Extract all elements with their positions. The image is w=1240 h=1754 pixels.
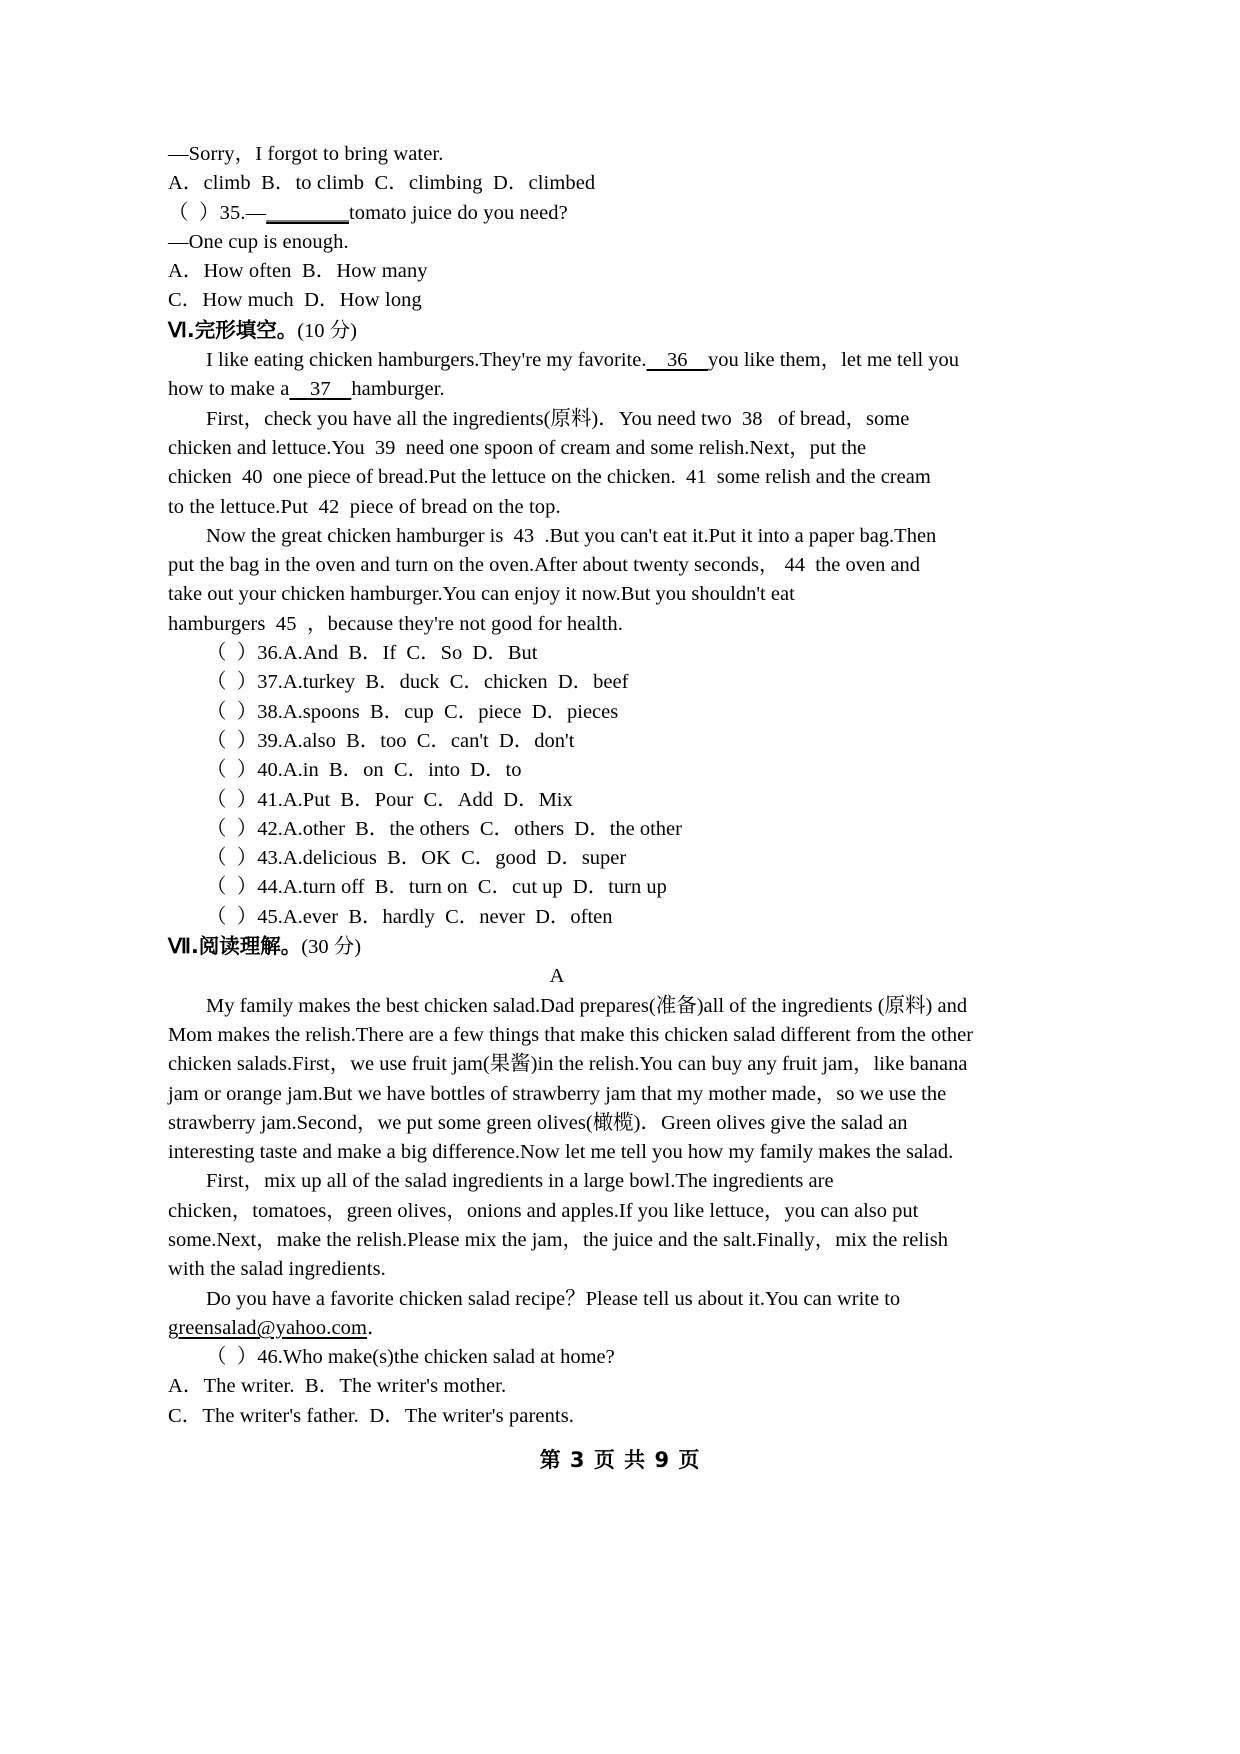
reading-p1-line2 — [168, 1021, 974, 1050]
reading-p1-line5-text: strawberry jam.Second，we put some green olives(橄榄)．Green olives give the salad an — [168, 1111, 908, 1134]
reading-p3-line1 — [168, 1285, 946, 1314]
cloze-p1-line1 — [168, 346, 960, 375]
page-content — [168, 140, 974, 1431]
cloze-question-45[interactable]: （ ）45.A.ever B．hardly C．never D．often — [206, 905, 613, 928]
reading-p1-line1 — [168, 992, 968, 1021]
section-vi-title: .完形填空。 — [186, 317, 298, 342]
cloze-blank-36[interactable]: 36 — [646, 349, 708, 372]
cloze-question-36[interactable]: （ ）36.A.And B．If C．So D．But — [206, 642, 538, 665]
section-vi-heading — [168, 316, 946, 346]
cloze-p2-line2-text: chicken and lettuce.You 39 need one spoon of cream and some relish.Next，put the — [168, 436, 867, 459]
q35-options-ab: A．How often B．How many — [168, 260, 428, 283]
reading-p3-line2 — [168, 1314, 946, 1343]
cloze-p3-line1-text: Now the great chicken hamburger is 43 .But you can't eat it.Put it into a paper bag.Then — [206, 524, 937, 547]
cloze-p1-line2-a: how to make a — [168, 378, 290, 401]
section-vii-numeral: Ⅶ — [168, 936, 191, 959]
cloze-p1-line2 — [168, 375, 946, 404]
cloze-p3-line2-text: put the bag in the oven and turn on the oven.After about twenty seconds， 44 the oven and — [168, 554, 921, 577]
cloze-p2-line3-text: chicken 40 one piece of bread.Put the lettuce on the chicken. 41 some relish and the cream — [168, 466, 931, 489]
contact-email-link[interactable]: greensalad@yahoo.com — [168, 1316, 368, 1339]
cloze-p2-line2 — [168, 434, 946, 463]
q35-options-cd: C．How much D．How long — [168, 289, 422, 312]
page-footer-text: 第 3 页 共 9 页 — [539, 1448, 701, 1472]
reading-p1-line6 — [168, 1138, 954, 1167]
cloze-blank-37[interactable]: 37 — [289, 378, 352, 401]
q35-prefix: （ ）35.— — [168, 201, 267, 224]
cloze-question-41[interactable]: （ ）41.A.Put B．Pour C．Add D．Mix — [206, 788, 573, 811]
reading-p2-line2-text: chicken，tomatoes，green olives，onions and apples.If you like lettuce，you can also put — [168, 1199, 919, 1222]
cloze-p3-line2 — [168, 551, 946, 580]
reading-p3-tail: ． — [367, 1316, 388, 1339]
cloze-question-39[interactable]: （ ）39.A.also B．too C．can't D．don't — [206, 729, 575, 752]
q35-stem — [168, 199, 946, 228]
cloze-p1-line1-b: you like them，let me tell you — [707, 349, 960, 372]
q34-options: A．climb B．to climb C．climbing D．climbed — [168, 172, 596, 195]
section-vii-heading — [168, 932, 946, 962]
reading-p1-line2-text: Mom makes the relish.There are a few things that make this chicken salad different from the other — [168, 1023, 974, 1046]
section-vi-numeral: Ⅵ — [168, 319, 187, 342]
reading-p1-line5 — [168, 1109, 946, 1138]
reading-p1-line3-text: chicken salads.First，we use fruit jam(果酱)in the relish.You can buy any fruit jam，like banana — [168, 1053, 968, 1076]
passage-label-a: A — [549, 965, 565, 988]
reading-p1-line6-text: interesting taste and make a big difference.Now let me tell you how my family makes the salad. — [168, 1141, 954, 1164]
reading-p2-line2 — [168, 1197, 946, 1226]
section-vi-points: (10 分) — [297, 319, 357, 342]
cloze-p3-line3-text: take out your chicken hamburger.You can enjoy it now.But you shouldn't eat — [168, 583, 795, 606]
cloze-p3-line1 — [168, 522, 946, 551]
q46-options-ab: A．The writer. B．The writer's mother. — [168, 1375, 507, 1398]
reading-p1-line1-text: My family makes the best chicken salad.Dad prepares(准备)all of the ingredients (原料) and — [206, 994, 968, 1017]
q34-dialogue-reply: —Sorry，I forgot to bring water. — [168, 143, 444, 165]
cloze-p2-line4: to the lettuce.Put 42 piece of bread on the top. — [168, 495, 561, 518]
q46-options-cd: C．The writer's father. D．The writer's parents. — [168, 1404, 575, 1427]
q35-blank[interactable]: ________ — [266, 201, 349, 224]
cloze-p3-line3 — [168, 580, 946, 609]
page-footer — [0, 1442, 1240, 1476]
reading-p1-line4-text: jam or orange jam.But we have bottles of strawberry jam that my mother made，so we use the — [168, 1082, 947, 1105]
q35-rest: tomato juice do you need? — [349, 201, 568, 224]
reading-p2-line3 — [168, 1226, 946, 1255]
cloze-question-38[interactable]: （ ）38.A.spoons B．cup C．piece D．pieces — [206, 700, 619, 723]
q35-reply: —One cup is enough. — [168, 230, 349, 253]
cloze-p1-line1-a: I like eating chicken hamburgers.They're my favorite. — [206, 349, 647, 372]
reading-p2-line3-text: some.Next，make the relish.Please mix the jam，the juice and the salt.Finally，mix the relish — [168, 1228, 948, 1251]
reading-question-46[interactable]: （ ）46.Who make(s)the chicken salad at home? — [206, 1346, 615, 1369]
cloze-question-43[interactable]: （ ）43.A.delicious B．OK C．good D．super — [206, 847, 627, 870]
cloze-question-42[interactable]: （ ）42.A.other B．the others C．others D．the other — [206, 817, 682, 840]
reading-p2-line1 — [168, 1167, 946, 1196]
cloze-p1-line2-b: hamburger. — [351, 378, 445, 401]
reading-p2-line1-text: First，mix up all of the salad ingredients in a large bowl.The ingredients are — [206, 1170, 834, 1193]
reading-p3-line1-text: Do you have a favorite chicken salad recipe？Please tell us about it.You can write to — [206, 1287, 901, 1310]
section-vii-title: .阅读理解。 — [190, 934, 302, 959]
cloze-p2-line3 — [168, 463, 946, 492]
cloze-question-40[interactable]: （ ）40.A.in B．on C．into D．to — [206, 759, 522, 782]
section-vii-points: (30 分) — [301, 936, 362, 959]
cloze-p3-line4: hamburgers 45 ，because they're not good for health. — [168, 612, 623, 635]
reading-p1-line4 — [168, 1080, 946, 1109]
reading-p1-line3 — [168, 1050, 968, 1079]
reading-p2-line4: with the salad ingredients. — [168, 1258, 386, 1281]
cloze-question-44[interactable]: （ ）44.A.turn off B．turn on C．cut up D．turn up — [206, 876, 667, 899]
cloze-p2-line1-text: First，check you have all the ingredients(原料)．You need two 38 of bread，some — [206, 407, 910, 430]
cloze-question-37[interactable]: （ ）37.A.turkey B．duck C．chicken D．beef — [206, 671, 629, 694]
cloze-p2-line1 — [168, 405, 946, 434]
